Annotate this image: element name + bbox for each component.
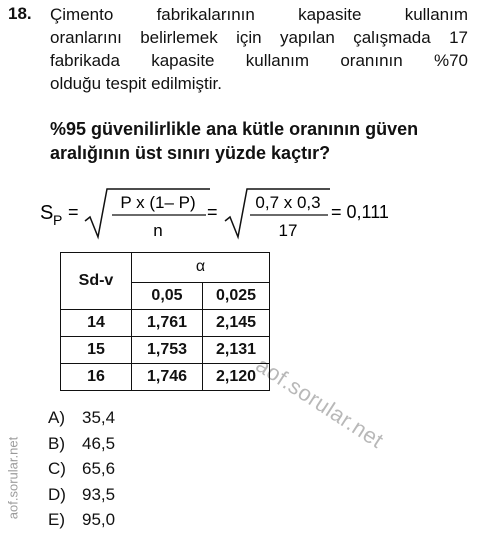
fraction-1-denominator: n [153,221,163,240]
fraction-2-denominator: 17 [278,221,298,240]
fraction-2-numerator: 0,7 x 0,3 [255,193,321,212]
watermark-diagonal: aof.sorular.net [251,352,389,454]
option-value: 35,4 [82,408,116,427]
formula-lhs-subscript: P [53,212,63,228]
question-stem-line-3: fabrikada kapasite kullanım oranının %70 [50,51,468,70]
t-distribution-table [60,252,270,391]
table-header-sd: Sd-v [61,253,132,310]
formula-equals-2: = [207,202,218,222]
table-cell-0025: 2,145 [203,310,270,337]
watermark-vertical-wrap [3,428,23,528]
table-cell-sd: 14 [61,310,132,337]
question-stem-line-1: Çimento fabrikalarının kapasite kullanım [50,5,468,24]
table-cell-0025: 2,131 [203,337,270,364]
option-letter: D) [48,484,66,504]
option-c[interactable] [48,456,115,482]
table-cell-sd: 15 [61,337,132,364]
standard-error-formula [40,183,460,243]
table-cell-005: 1,761 [132,310,203,337]
option-letter: B) [48,433,65,453]
table-row [61,364,270,391]
table-cell-005: 1,746 [132,364,203,391]
question-prompt [50,117,490,165]
option-letter: C) [48,459,66,478]
formula-equals-1: = [68,202,79,222]
option-value: 93,5 [82,484,116,504]
table-subheader-0025: 0,025 [203,282,270,309]
option-d[interactable] [48,482,115,508]
option-value: 46,5 [82,433,116,453]
question-stem-line-4: olduğu tespit edilmiştir. [50,74,222,93]
formula-lhs: S [40,202,54,224]
option-b[interactable] [48,431,115,457]
table-header-alpha: α [132,253,270,283]
option-value: 95,0 [82,510,116,529]
question-prompt-line-1: %95 güvenilirlikle ana kütle oranının güven [50,119,419,139]
table-cell-005: 1,753 [132,337,203,364]
option-e[interactable] [48,507,115,533]
table-cell-0025: 2,120 [203,364,270,391]
option-a[interactable] [48,405,115,431]
answer-options [48,405,115,533]
option-value: 65,6 [82,459,116,478]
question-prompt-line-2: aralığının üst sınırı yüzde kaçtır? [50,143,331,163]
option-letter: A) [48,408,65,427]
fraction-1-numerator: P x (1– P) [120,193,196,212]
question-stem-line-2: oranlarını belirlemek için yapılan çalışmada 17 [50,28,468,47]
watermark-vertical: aof.sorular.net [5,436,21,520]
formula-result: = 0,111 [331,202,389,222]
table-row [61,337,270,364]
table-row [61,310,270,337]
option-letter: E) [48,510,65,529]
question-number: 18. [8,4,32,23]
table-subheader-005: 0,05 [132,282,203,309]
table-cell-sd: 16 [61,364,132,391]
